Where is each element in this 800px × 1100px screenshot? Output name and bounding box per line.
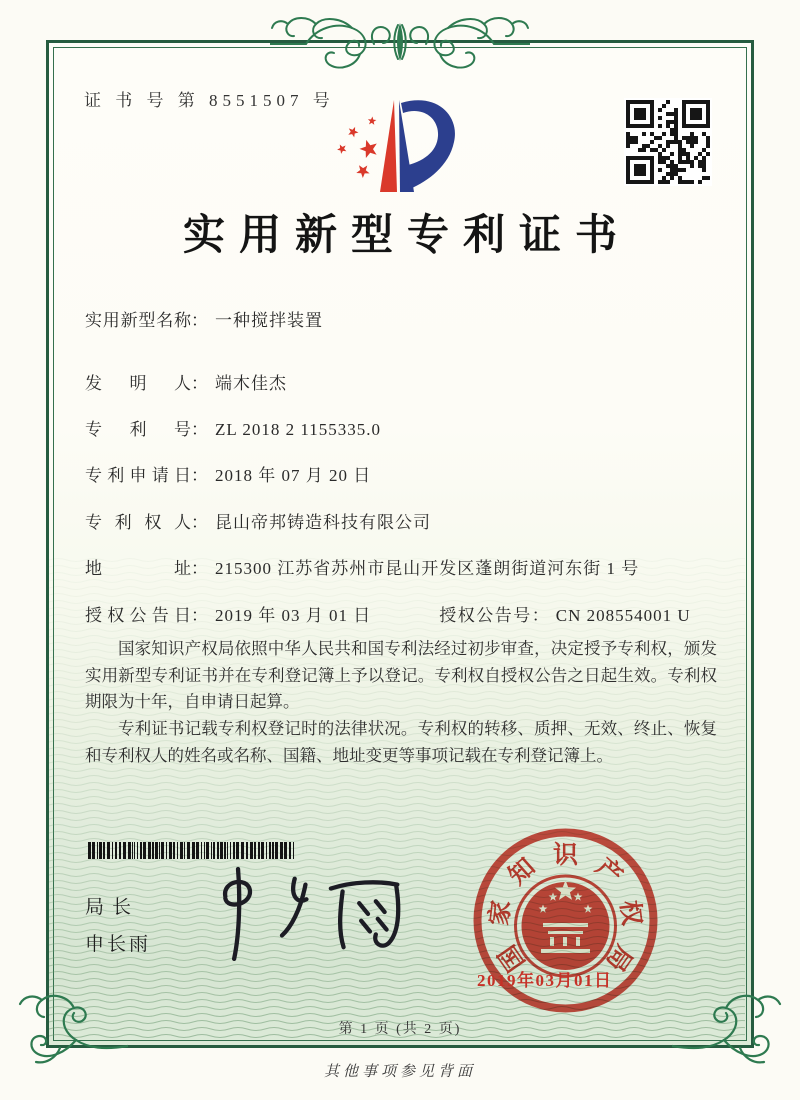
barcode-bar: [128, 842, 131, 859]
barcode-bar: [97, 842, 98, 859]
commissioner-name: 申长雨: [85, 934, 152, 955]
field-row-invention-name: 实用新型名称： 一种搅拌装置: [85, 306, 323, 331]
barcode-bar: [184, 842, 185, 859]
field-label: 授权公告日: [85, 606, 191, 625]
legal-paragraph-1: 国家知识产权局依照中华人民共和国专利法经过初步审查，决定授予专利权，颁发实用新型专利证书并在专利登记簿上予以登记。专利权自授权公告之日起生效。专利权期限为十年，自申请日起算。: [85, 639, 717, 712]
barcode-bar: [99, 842, 102, 859]
field-label: 实用新型名称: [85, 311, 191, 330]
qr-code: [624, 98, 712, 186]
field-value: ZL 2018 2 1155335.0: [215, 420, 382, 439]
barcode-bar: [143, 842, 146, 859]
field-value: CN 208554001 U: [555, 606, 691, 625]
barcode-bar: [88, 842, 91, 859]
barcode-bar: [159, 842, 160, 859]
barcode-bar: [166, 842, 167, 859]
barcode-bar: [92, 842, 95, 859]
barcode-bar: [107, 842, 110, 859]
field-row-patentee: 专利权人： 昆山帝邦铸造科技有限公司: [85, 508, 431, 533]
field-value: 昆山帝邦铸造科技有限公司: [215, 513, 431, 532]
barcode-bar: [192, 842, 195, 859]
field-label: 专利申请日: [85, 466, 191, 485]
barcode-bar: [134, 842, 135, 859]
legal-paragraph-2: 专利证书记载专利权登记时的法律状况。专利权的转移、质押、无效、终止、恢复和专利权人的姓名或名称、国籍、地址变更等事项记载在专利登记簿上。: [85, 719, 717, 765]
commissioner-title: 局长: [85, 897, 140, 918]
barcode-bar: [152, 842, 154, 859]
field-value: 一种搅拌装置: [215, 311, 323, 330]
barcode-bar: [187, 842, 190, 859]
field-label: 专利号: [85, 420, 191, 439]
field-value: 215300 江苏省苏州市昆山开发区蓬朗街道河东街 1 号: [215, 559, 640, 578]
certificate-number: 证 书 号 第 8551507 号: [84, 91, 335, 110]
back-side-note: 其他事项参见背面: [323, 1064, 476, 1080]
field-row-patent-number: 专利号： ZL 2018 2 1155335.0: [85, 415, 381, 440]
field-label: 发明人: [85, 374, 191, 393]
field-row-address: 地址： 215300 江苏省苏州市昆山开发区蓬朗街道河东街 1 号: [85, 554, 639, 579]
barcode-bar: [115, 842, 117, 859]
barcode-bar: [180, 842, 183, 859]
svg-text:产: 产: [590, 853, 628, 891]
barcode-bar: [140, 842, 142, 859]
barcode-bar: [161, 842, 164, 859]
barcode-bar: [148, 842, 151, 859]
field-row-grant: 授权公告日： 2019 年 03 月 01 日 授权公告号： CN 208554001 U: [85, 601, 691, 626]
svg-text:识: 识: [552, 842, 579, 869]
signature-script: [196, 856, 411, 966]
field-row-filing-date: 专利申请日： 2018 年 07 月 20 日: [85, 461, 371, 486]
barcode-bar: [169, 842, 172, 859]
field-label: 专利权人: [85, 513, 191, 532]
barcode-bar: [155, 842, 158, 859]
svg-text:权: 权: [615, 898, 645, 927]
barcode-bar: [137, 842, 138, 859]
barcode-bar: [119, 842, 121, 859]
barcode-bar: [173, 842, 175, 859]
field-value: 2018 年 07 月 20 日: [215, 466, 372, 485]
cnipa-logo: [323, 92, 473, 207]
barcode-bar: [103, 842, 105, 859]
legal-text-block: [85, 636, 717, 770]
field-label: 授权公告号: [439, 606, 532, 625]
barcode-bar: [123, 842, 126, 859]
document-title: 实用新型专利证书: [182, 213, 631, 259]
barcode-bar: [177, 842, 178, 859]
svg-text:国: 国: [494, 939, 531, 976]
field-value: 2019 年 03 月 01 日: [215, 606, 372, 625]
svg-text:家: 家: [486, 898, 516, 927]
barcode-bar: [132, 842, 133, 859]
field-row-inventor: 发明人： 端木佳杰: [85, 369, 287, 394]
seal-date: 2019年03月01日: [477, 971, 613, 990]
svg-text:局: 局: [600, 939, 637, 976]
field-value: 端木佳杰: [215, 374, 287, 393]
page-number: 第 1 页 (共 2 页): [338, 1022, 462, 1037]
barcode-bar: [112, 842, 113, 859]
svg-text:知: 知: [503, 853, 541, 891]
field-label: 地址: [85, 559, 191, 578]
